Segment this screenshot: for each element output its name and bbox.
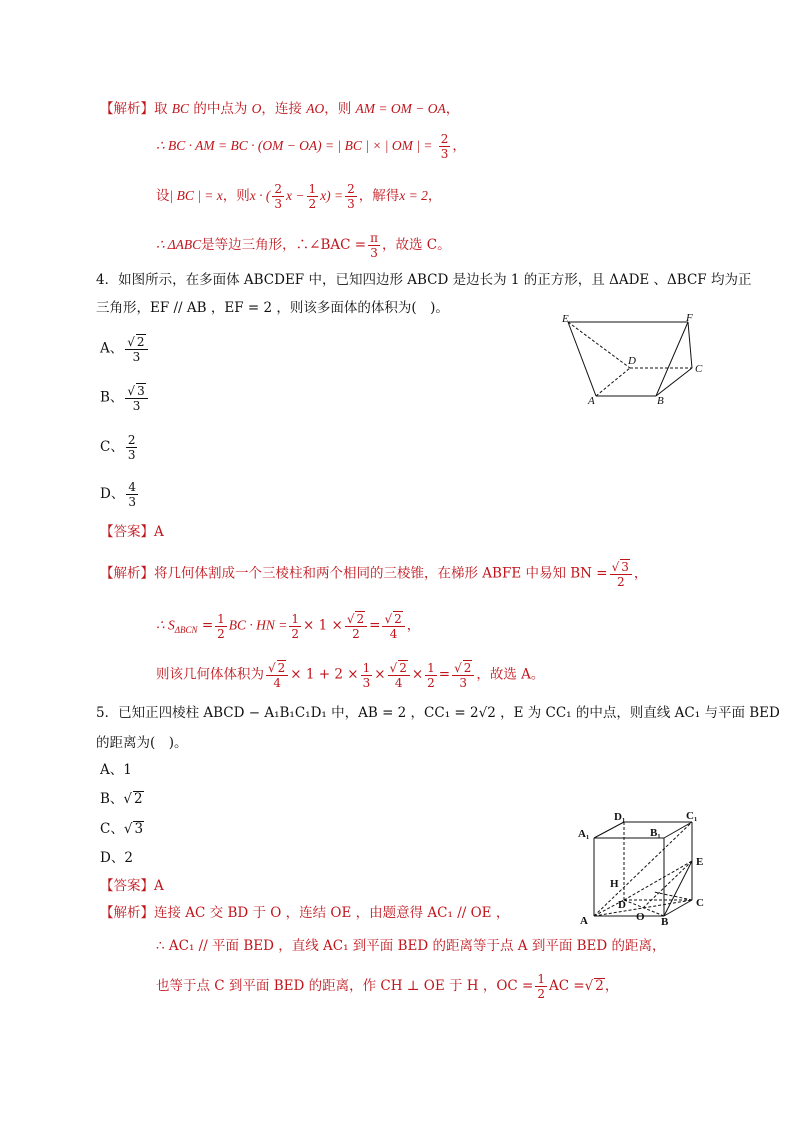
analysis-label: 【解析】	[100, 101, 154, 117]
label-H: H	[610, 878, 619, 890]
label-B: B	[661, 916, 669, 926]
label-E: E	[562, 313, 569, 325]
q4-option-c[interactable]: C、 $\frac{2}{3}$	[100, 433, 136, 462]
q5-analysis-line1: 【解析】连接 AC 交 BD 于 O ，连结 OE ，由题意得 AC₁ // OE ，	[100, 905, 510, 921]
q5-answer: 【答案】A	[100, 878, 164, 894]
label-A: A	[588, 395, 595, 407]
edge-ED	[568, 322, 630, 368]
q4-analysis-line3: 则该几何体体积为 $\frac{√ 2}{4}$ × 1 + 2 × $\frac{1}{3}$ × $\frac{√ 2}{4}$ × $\frac{1}{2}$ = $\frac{√ 2}{3}$ ，故选 A。	[156, 660, 545, 690]
q3-analysis-line1: 【解析】取 BC 的中点为 O，连接 AO，则 AM = OM − OA，	[100, 101, 460, 117]
label-F: F	[686, 312, 693, 324]
q4-analysis-line2: ∴ $S_{\Delta BCN}$ = $\frac{1}{2}$ BC · HN = $\frac{1}{2}$ × 1 × $\frac{√ 2}{2}$ = $\frac{√ 2}{4}$ ，	[156, 611, 421, 641]
q5-option-c[interactable]: C、√ 3	[100, 821, 144, 837]
q4-option-b[interactable]: B、 $\frac{√ 3}{3}$	[100, 383, 150, 413]
q5-option-d[interactable]: D、2	[100, 850, 133, 866]
label-D1: D₁	[614, 811, 626, 823]
polyhedron-diagram	[558, 312, 718, 408]
label-C: C	[695, 363, 703, 375]
edge-FB	[656, 322, 688, 396]
q4-answer: 【答案】A	[100, 524, 164, 540]
q4-option-d[interactable]: D、 $\frac{4}{3}$	[100, 480, 136, 509]
prism-diagram	[574, 808, 714, 926]
q3-analysis-line4: ∴ ΔABC是等边三角形，∴∠BAC = $\frac{\pi}{3}$ ，故选 C。	[156, 231, 451, 260]
q3-analysis-line3: 设| BC | = x，则x · ( $\frac{2}{3}$ x − $\frac{1}{2}$ x) = $\frac{2}{3}$ ，解得x = 2，	[156, 182, 442, 211]
label-C: C	[696, 897, 704, 909]
edge-EA	[568, 322, 596, 396]
edge-A1D1	[594, 822, 624, 838]
label-C1: C₁	[686, 810, 698, 822]
q5-stem-line1: 5．已知正四棱柱 ABCD − A₁B₁C₁D₁ 中，AB = 2 ，CC₁ = 2√2 ，E 为 CC₁ 的中点，则直线 AC₁ 与平面 BED	[96, 705, 780, 721]
q5-analysis-line3: 也等于点 C 到平面 BED 的距离，作 CH ⊥ OE 于 H ，OC = $\frac{1}{2}$ AC =√ 2，	[156, 972, 619, 1001]
vector-equation: AM = OM − OA	[355, 101, 446, 116]
q3-analysis-line2: ∴ BC · AM = BC · (OM − OA) = | BC | × | OM | = $\frac{2}{3}$ ，	[156, 132, 466, 161]
label-A: A	[580, 915, 588, 926]
q5-option-a[interactable]: A、1	[100, 762, 132, 778]
label-A1: A₁	[578, 828, 590, 840]
q4-stem-line1: 4．如图所示，在多面体 ABCDEF 中，已知四边形 ABCD 是边长为 1 的正方形，且 ΔADE 、ΔBCF 均为正	[96, 272, 752, 288]
q5-option-b[interactable]: B、√ 2	[100, 791, 143, 807]
label-B1: B₁	[650, 827, 661, 839]
label-D: D	[628, 355, 636, 367]
edge-FC	[688, 322, 692, 368]
q5-stem-line2: 的距离为( )。	[96, 735, 188, 751]
label-D: D	[618, 899, 626, 911]
edge-AD	[596, 368, 630, 396]
label-E: E	[696, 856, 704, 868]
q4-option-a[interactable]: A、 $\frac{√ 2}{3}$	[100, 334, 150, 364]
q5-analysis-line2: ∴ AC₁ // 平面 BED ，直线 AC₁ 到平面 BED 的距离等于点 A 到平面 BED 的距离，	[156, 938, 666, 954]
q4-analysis-line1: 【解析】将几何体割成一个三棱柱和两个相同的三棱锥，在梯形 ABFE 中易知 BN = $\frac{√ 3}{2}$ ，	[100, 560, 648, 589]
label-B: B	[657, 395, 664, 407]
edge-BC	[656, 368, 692, 396]
q4-stem-line2: 三角形，EF // AB ，EF = 2 ，则该多面体的体积为( )。	[96, 300, 449, 316]
label-O: O	[636, 911, 645, 923]
